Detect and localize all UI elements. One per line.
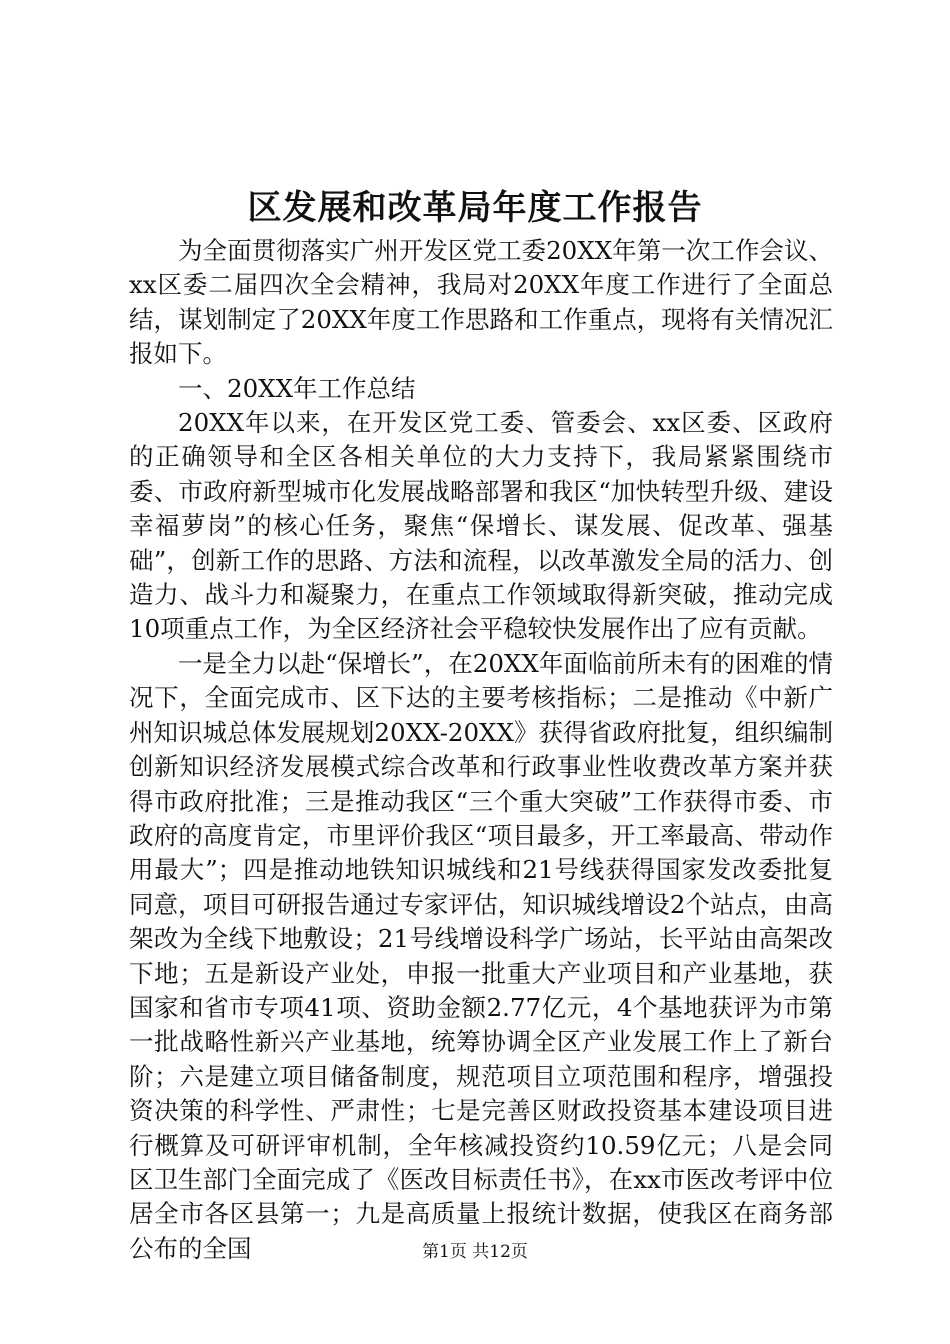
intro-paragraph: 为全面贯彻落实广州开发区党工委20XX年第一次工作会议、xx区委二届四次全会精神，我局对20XX年度工作进行了全面总结，谋划制定了20XX年度工作思路和工作重点，现将有关情况汇报如下。: [129, 236, 833, 369]
achievements-paragraph: 一是全力以赴“保增长”，在20XX年面临前所未有的困难的情况下，全面完成市、区下达的主要考核指标；二是推动《中新广州知识城总体发展规划20XX-20XX》获得省政府批复，组织编制创新知识经济发展模式综合改革和行政事业性收费改革方案并获得市政府批准；三是推动我区“三个重大突破”工作获得市委、市政府的高度肯定，市里评价我区“项目最多，开工率最高、带动作用最大”；四是推动地铁知识城线和21号线获得国家发改委批复同意，项目可研报告通过专家评估，知识城线增设2个站点，由高架改为全线下地敷设；21号线增设科学广场站，长平站由高架改下地；五是新设产业处，申报一批重大产业项目和产业基地，获国家和省市专项41项、资助金额2.77亿元，4个基地获评为市第一批战略性新兴产业基地，统筹协调全区产业发展工作上了新台阶；六是建立项目储备制度，规范项目立项范围和程序，增强投资决策的科学性、严肃性；七是完善区财政投资基本建设项目进行概算及可研评审机制，全年核减投资约10.59亿元；八是会同区卫生部门全面完成了《医改目标责任书》，在xx市医改考评中位居全市各区县第一；九是高质量上报统计数据，使我区在商务部公布的全国: [129, 648, 833, 1263]
page-number-footer: 第1页 共12页: [422, 1242, 528, 1262]
document-title: 区发展和改革局年度工作报告: [247, 188, 703, 228]
section-heading: 一、20XX年工作总结: [178, 373, 416, 403]
summary-paragraph: 20XX年以来，在开发区党工委、管委会、xx区委、区政府的正确领导和全区各相关单位的大力支持下，我局紧紧围绕市委、市政府新型城市化发展战略部署和我区“加快转型升级、建设幸福萝岗”的核心任务，聚焦“保增长、谋发展、促改革、强基础”，创新工作的思路、方法和流程，以改革激发全局的活力、创造力、战斗力和凝聚力，在重点工作领域取得新突破，推动完成10项重点工作，为全区经济社会平稳较快发展作出了应有贡献。: [129, 408, 833, 644]
document-body: [129, 234, 833, 1266]
